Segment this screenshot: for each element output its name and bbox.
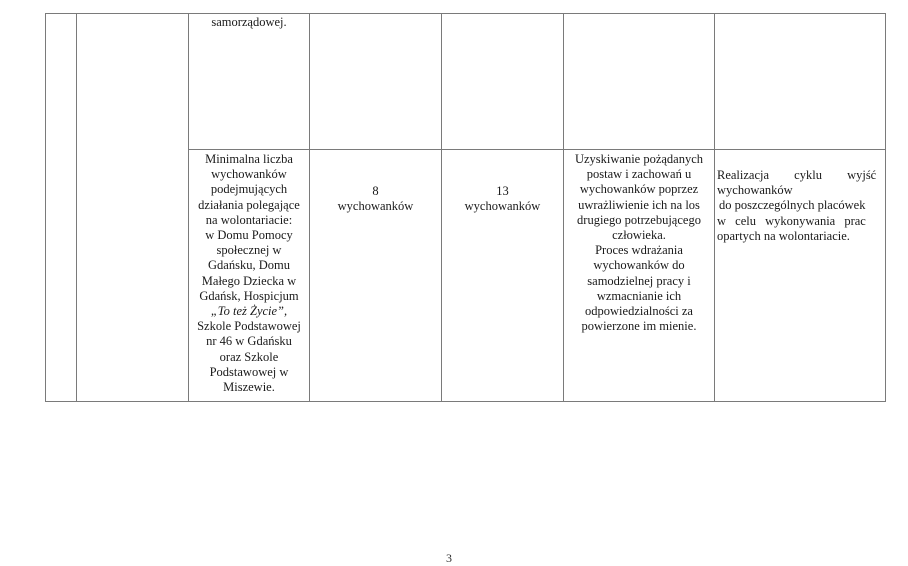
outcome-line: wychowanków do	[593, 258, 685, 273]
table-border-left	[45, 13, 46, 402]
indicator-cell	[189, 152, 309, 395]
indicator-line: Gdańsku, Domu	[208, 258, 290, 273]
outcome-line: powierzone im mienie.	[581, 319, 697, 334]
baseline-cell	[310, 184, 441, 214]
action-line-justified	[717, 168, 881, 183]
action-line: do poszczególnych placówek	[719, 198, 866, 213]
action-line: Realizacja cyklu wyjść	[717, 168, 877, 182]
top-row-indicator-cell	[189, 15, 309, 30]
outcome-line: człowieka.	[612, 228, 666, 243]
indicator-line: Miszewie.	[223, 380, 275, 395]
outcome-cell	[564, 152, 714, 334]
outcome-line: wzmacnianie ich	[596, 288, 682, 303]
baseline-unit: wychowanków	[337, 199, 414, 214]
table-border-bottom	[45, 401, 885, 402]
outcome-line: uwrażliwienie ich na los	[578, 197, 700, 212]
target-unit: wychowanków	[464, 199, 541, 214]
indicator-line: Gdańsk, Hospicjum	[199, 288, 299, 303]
column-divider	[76, 13, 77, 402]
table-border-right	[885, 13, 886, 402]
outcome-line: drugiego potrzebującego	[577, 212, 701, 227]
indicator-line: wychowanków	[211, 167, 287, 182]
indicator-italic-name: „To też Życie”,	[210, 304, 288, 319]
target-cell	[442, 184, 563, 214]
page-number: 3	[446, 551, 452, 565]
column-divider	[714, 13, 715, 402]
action-line: opartych na wolontariacie.	[717, 228, 850, 243]
indicator-line: społecznej w	[216, 243, 282, 258]
indicator-line: działania polegające	[198, 197, 300, 212]
indicator-line: Minimalna liczba	[205, 152, 293, 166]
outcome-line: Proces wdrażania	[595, 243, 683, 258]
indicator-line: w Domu Pomocy	[205, 228, 293, 243]
table-border-top	[45, 13, 885, 14]
indicator-line: na wolontariacie:	[205, 212, 293, 227]
row-divider	[188, 149, 885, 150]
indicator-line: Małego Dziecka w	[201, 273, 297, 288]
outcome-line: wychowanków poprzez	[579, 182, 699, 197]
indicator-line: podejmujących	[210, 182, 288, 197]
indicator-line: nr 46 w Gdańsku	[206, 334, 292, 349]
action-line: wychowanków	[717, 183, 793, 198]
action-line: w celu wykonywania prac	[717, 213, 866, 228]
indicator-line: Podstawowej w	[209, 364, 289, 379]
top-row-indicator-text: samorządowej.	[211, 15, 287, 29]
outcome-line: postaw i zachowań u	[586, 167, 692, 182]
outcome-line: samodzielnej pracy i	[587, 273, 691, 288]
indicator-line: Szkole Podstawowej	[197, 319, 301, 334]
indicator-line: oraz Szkole	[219, 349, 279, 364]
outcome-line: Uzyskiwanie pożądanych	[574, 152, 704, 166]
activities-table	[45, 13, 885, 401]
target-value: 13	[496, 184, 509, 198]
baseline-value: 8	[372, 184, 379, 198]
outcome-line: odpowiedzialności za	[585, 304, 693, 319]
action-cell	[717, 168, 881, 244]
